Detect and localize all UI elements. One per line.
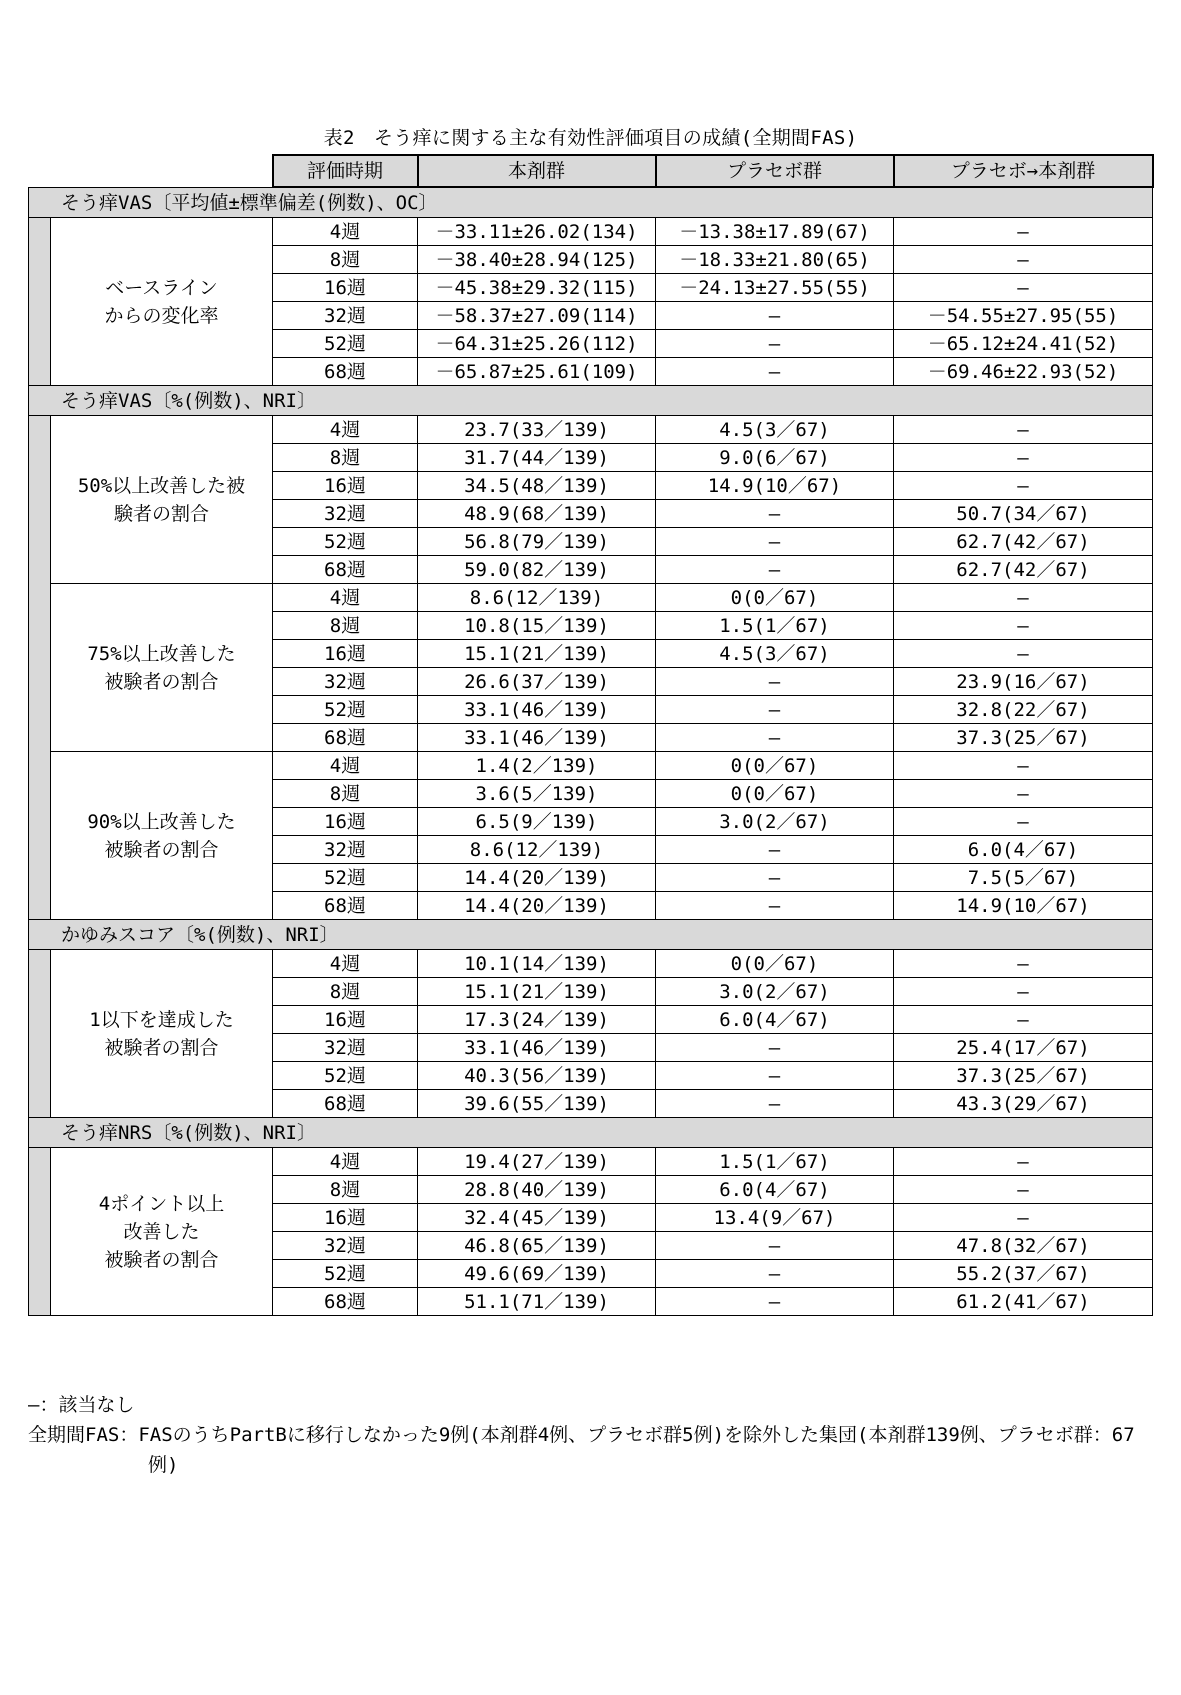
cell-drug: －33.11±26.02(134) — [418, 218, 656, 246]
cell-timepoint: 4週 — [273, 218, 418, 246]
cell-drug: －38.40±28.94(125) — [418, 246, 656, 274]
group-label-line: からの変化率 — [104, 304, 219, 327]
cell-drug: 33.1(46／139) — [418, 696, 656, 724]
table-row — [29, 218, 1153, 246]
cell-timepoint: 32週 — [273, 302, 418, 330]
cell-timepoint: 32週 — [273, 668, 418, 696]
section-indent — [29, 218, 51, 386]
cell-placebo-to-drug: 25.4(17／67) — [894, 1034, 1153, 1062]
cell-placebo: — — [656, 1090, 894, 1118]
group-label — [51, 416, 273, 584]
cell-timepoint: 4週 — [273, 1148, 418, 1176]
cell-drug: 14.4(20／139) — [418, 864, 656, 892]
cell-placebo-to-drug: — — [894, 218, 1153, 246]
cell-placebo: — — [656, 1232, 894, 1260]
cell-placebo-to-drug: — — [894, 472, 1153, 500]
cell-drug: 8.6(12／139) — [418, 584, 656, 612]
group-label-line: 90%以上改善した — [87, 810, 236, 833]
cell-placebo: — — [656, 892, 894, 920]
cell-placebo-to-drug: 43.3(29／67) — [894, 1090, 1153, 1118]
cell-timepoint: 16週 — [273, 274, 418, 302]
results-table-body — [29, 155, 1153, 1316]
cell-timepoint: 8週 — [273, 978, 418, 1006]
cell-drug: 51.1(71／139) — [418, 1288, 656, 1316]
cell-placebo: 3.0(2／67) — [656, 978, 894, 1006]
cell-placebo: — — [656, 836, 894, 864]
header-drug-group: 本剤群 — [418, 155, 656, 187]
cell-timepoint: 52週 — [273, 864, 418, 892]
group-label-line: 験者の割合 — [113, 502, 209, 525]
section-title: そう痒VAS〔%(例数)、NRI〕 — [29, 386, 1153, 416]
table-row — [29, 752, 1153, 780]
cell-drug: 33.1(46／139) — [418, 1034, 656, 1062]
header-row — [29, 155, 1153, 187]
results-table — [28, 154, 1154, 1316]
footnotes — [28, 1390, 1158, 1480]
group-label-line: 被験者の割合 — [104, 1248, 219, 1271]
cell-placebo-to-drug: 14.9(10／67) — [894, 892, 1153, 920]
cell-placebo-to-drug: －69.46±22.93(52) — [894, 358, 1153, 386]
cell-timepoint: 8週 — [273, 246, 418, 274]
cell-placebo: — — [656, 528, 894, 556]
cell-placebo: — — [656, 330, 894, 358]
cell-drug: 39.6(55／139) — [418, 1090, 656, 1118]
cell-drug: 48.9(68／139) — [418, 500, 656, 528]
cell-drug: 46.8(65／139) — [418, 1232, 656, 1260]
cell-timepoint: 4週 — [273, 950, 418, 978]
cell-timepoint: 68週 — [273, 724, 418, 752]
cell-timepoint: 4週 — [273, 752, 418, 780]
group-label — [51, 950, 273, 1118]
group-label-line: 4ポイント以上 — [98, 1192, 225, 1215]
cell-placebo-to-drug: 32.8(22／67) — [894, 696, 1153, 724]
cell-placebo: 6.0(4／67) — [656, 1006, 894, 1034]
cell-placebo: 14.9(10／67) — [656, 472, 894, 500]
table-title: 表2 そう痒に関する主な有効性評価項目の成績(全期間FAS) — [323, 127, 858, 149]
group-label — [51, 1148, 273, 1316]
cell-timepoint: 68週 — [273, 892, 418, 920]
cell-placebo-to-drug: 37.3(25／67) — [894, 1062, 1153, 1090]
cell-placebo: — — [656, 696, 894, 724]
cell-timepoint: 8週 — [273, 444, 418, 472]
cell-timepoint: 8週 — [273, 780, 418, 808]
table-row — [29, 1148, 1153, 1176]
cell-placebo-to-drug: — — [894, 808, 1153, 836]
section-row — [29, 920, 1153, 950]
group-label-line: 75%以上改善した — [87, 642, 236, 665]
group-label — [51, 584, 273, 752]
footnote-fas: 全期間FAS：FASのうちPartBに移行しなかった9例(本剤群4例、プラセボ群5例)を除外した集団(本剤群139例、プラセボ群：67例) — [28, 1424, 1135, 1476]
cell-timepoint: 16週 — [273, 808, 418, 836]
section-title: かゆみスコア〔%(例数)、NRI〕 — [29, 920, 1153, 950]
cell-timepoint: 32週 — [273, 836, 418, 864]
cell-timepoint: 68週 — [273, 1090, 418, 1118]
cell-placebo-to-drug: 55.2(37／67) — [894, 1260, 1153, 1288]
cell-placebo-to-drug: 50.7(34／67) — [894, 500, 1153, 528]
table-row — [29, 416, 1153, 444]
cell-placebo-to-drug: 62.7(42／67) — [894, 528, 1153, 556]
cell-timepoint: 4週 — [273, 584, 418, 612]
cell-timepoint: 32週 — [273, 500, 418, 528]
cell-drug: －65.87±25.61(109) — [418, 358, 656, 386]
cell-drug: 10.1(14／139) — [418, 950, 656, 978]
cell-placebo-to-drug: 37.3(25／67) — [894, 724, 1153, 752]
cell-placebo: — — [656, 1260, 894, 1288]
cell-placebo: — — [656, 556, 894, 584]
table-row — [29, 950, 1153, 978]
header-placebo-to-drug-group: プラセボ→本剤群 — [894, 155, 1153, 187]
section-title: そう痒NRS〔%(例数)、NRI〕 — [29, 1118, 1153, 1148]
cell-placebo: －13.38±17.89(67) — [656, 218, 894, 246]
cell-placebo: 0(0／67) — [656, 752, 894, 780]
footnote-dash: —：該当なし — [28, 1394, 135, 1416]
cell-placebo: 9.0(6／67) — [656, 444, 894, 472]
section-indent — [29, 950, 51, 1118]
cell-timepoint: 8週 — [273, 1176, 418, 1204]
cell-drug: 32.4(45／139) — [418, 1204, 656, 1232]
cell-drug: 59.0(82／139) — [418, 556, 656, 584]
group-label-line: 被験者の割合 — [104, 1036, 219, 1059]
cell-drug: 28.8(40／139) — [418, 1176, 656, 1204]
cell-placebo: 0(0／67) — [656, 950, 894, 978]
cell-placebo-to-drug: －65.12±24.41(52) — [894, 330, 1153, 358]
cell-drug: 15.1(21／139) — [418, 978, 656, 1006]
cell-placebo: — — [656, 724, 894, 752]
group-label — [51, 752, 273, 920]
cell-timepoint: 16週 — [273, 1204, 418, 1232]
cell-placebo: 0(0／67) — [656, 584, 894, 612]
cell-placebo-to-drug: — — [894, 612, 1153, 640]
group-label-line: 被験者の割合 — [104, 838, 219, 861]
table-row — [29, 584, 1153, 612]
section-title: そう痒VAS〔平均値±標準偏差(例数)、OC〕 — [29, 187, 1153, 218]
group-label — [51, 218, 273, 386]
cell-drug: 33.1(46／139) — [418, 724, 656, 752]
cell-placebo-to-drug: 47.8(32／67) — [894, 1232, 1153, 1260]
cell-placebo: — — [656, 500, 894, 528]
cell-timepoint: 32週 — [273, 1034, 418, 1062]
cell-placebo: 3.0(2／67) — [656, 808, 894, 836]
header-placebo-group: プラセボ群 — [656, 155, 894, 187]
cell-placebo: 1.5(1／67) — [656, 1148, 894, 1176]
cell-placebo: 6.0(4／67) — [656, 1176, 894, 1204]
cell-drug: 49.6(69／139) — [418, 1260, 656, 1288]
cell-placebo-to-drug: — — [894, 950, 1153, 978]
cell-placebo-to-drug: 62.7(42／67) — [894, 556, 1153, 584]
cell-drug: 26.6(37／139) — [418, 668, 656, 696]
cell-placebo: －24.13±27.55(55) — [656, 274, 894, 302]
group-label-line: 50%以上改善した被 — [77, 474, 246, 497]
group-label-line: ベースライン — [105, 276, 218, 299]
cell-timepoint: 8週 — [273, 612, 418, 640]
cell-placebo: 1.5(1／67) — [656, 612, 894, 640]
cell-placebo-to-drug: — — [894, 1176, 1153, 1204]
cell-placebo-to-drug: — — [894, 1006, 1153, 1034]
cell-drug: 6.5(9／139) — [418, 808, 656, 836]
group-label-line: 改善した — [123, 1220, 200, 1243]
cell-timepoint: 52週 — [273, 696, 418, 724]
group-label-line: 1以下を達成した — [89, 1008, 234, 1031]
cell-placebo: 13.4(9／67) — [656, 1204, 894, 1232]
cell-timepoint: 16週 — [273, 472, 418, 500]
cell-drug: 23.7(33／139) — [418, 416, 656, 444]
cell-placebo-to-drug: — — [894, 444, 1153, 472]
cell-placebo: — — [656, 302, 894, 330]
cell-timepoint: 68週 — [273, 1288, 418, 1316]
header-blank — [29, 155, 273, 187]
cell-placebo-to-drug: — — [894, 246, 1153, 274]
cell-placebo-to-drug: — — [894, 416, 1153, 444]
cell-drug: －58.37±27.09(114) — [418, 302, 656, 330]
cell-placebo-to-drug: — — [894, 640, 1153, 668]
cell-placebo-to-drug: 23.9(16／67) — [894, 668, 1153, 696]
cell-timepoint: 68週 — [273, 556, 418, 584]
cell-drug: 10.8(15／139) — [418, 612, 656, 640]
section-row — [29, 386, 1153, 416]
cell-placebo-to-drug: — — [894, 584, 1153, 612]
section-indent — [29, 1148, 51, 1316]
cell-placebo: — — [656, 1062, 894, 1090]
cell-drug: 19.4(27／139) — [418, 1148, 656, 1176]
cell-timepoint: 16週 — [273, 640, 418, 668]
cell-timepoint: 4週 — [273, 416, 418, 444]
cell-drug: 14.4(20／139) — [418, 892, 656, 920]
cell-placebo-to-drug: 7.5(5／67) — [894, 864, 1153, 892]
cell-placebo-to-drug: －54.55±27.95(55) — [894, 302, 1153, 330]
cell-placebo-to-drug: — — [894, 780, 1153, 808]
cell-drug: 15.1(21／139) — [418, 640, 656, 668]
cell-drug: 40.3(56／139) — [418, 1062, 656, 1090]
cell-placebo: — — [656, 1034, 894, 1062]
cell-placebo-to-drug: 61.2(41／67) — [894, 1288, 1153, 1316]
cell-drug: 34.5(48／139) — [418, 472, 656, 500]
cell-placebo: — — [656, 1288, 894, 1316]
cell-placebo: －18.33±21.80(65) — [656, 246, 894, 274]
section-row — [29, 1118, 1153, 1148]
cell-timepoint: 68週 — [273, 358, 418, 386]
cell-placebo: 0(0／67) — [656, 780, 894, 808]
cell-timepoint: 52週 — [273, 1260, 418, 1288]
cell-timepoint: 52週 — [273, 1062, 418, 1090]
cell-drug: 8.6(12／139) — [418, 836, 656, 864]
cell-placebo-to-drug: — — [894, 274, 1153, 302]
cell-timepoint: 52週 — [273, 330, 418, 358]
cell-timepoint: 16週 — [273, 1006, 418, 1034]
cell-placebo: 4.5(3／67) — [656, 640, 894, 668]
cell-drug: 31.7(44／139) — [418, 444, 656, 472]
cell-timepoint: 52週 — [273, 528, 418, 556]
cell-drug: －45.38±29.32(115) — [418, 274, 656, 302]
cell-drug: 17.3(24／139) — [418, 1006, 656, 1034]
cell-drug: －64.31±25.26(112) — [418, 330, 656, 358]
cell-placebo-to-drug: — — [894, 1148, 1153, 1176]
group-label-line: 被験者の割合 — [104, 670, 219, 693]
cell-placebo-to-drug: — — [894, 1204, 1153, 1232]
section-indent — [29, 416, 51, 920]
cell-drug: 1.4(2／139) — [418, 752, 656, 780]
cell-placebo: 4.5(3／67) — [656, 416, 894, 444]
cell-timepoint: 32週 — [273, 1232, 418, 1260]
cell-drug: 3.6(5／139) — [418, 780, 656, 808]
cell-drug: 56.8(79／139) — [418, 528, 656, 556]
cell-placebo-to-drug: — — [894, 752, 1153, 780]
cell-placebo-to-drug: 6.0(4／67) — [894, 836, 1153, 864]
header-timepoint: 評価時期 — [273, 155, 418, 187]
cell-placebo-to-drug: — — [894, 978, 1153, 1006]
cell-placebo: — — [656, 358, 894, 386]
cell-placebo: — — [656, 668, 894, 696]
cell-placebo: — — [656, 864, 894, 892]
section-row — [29, 187, 1153, 218]
